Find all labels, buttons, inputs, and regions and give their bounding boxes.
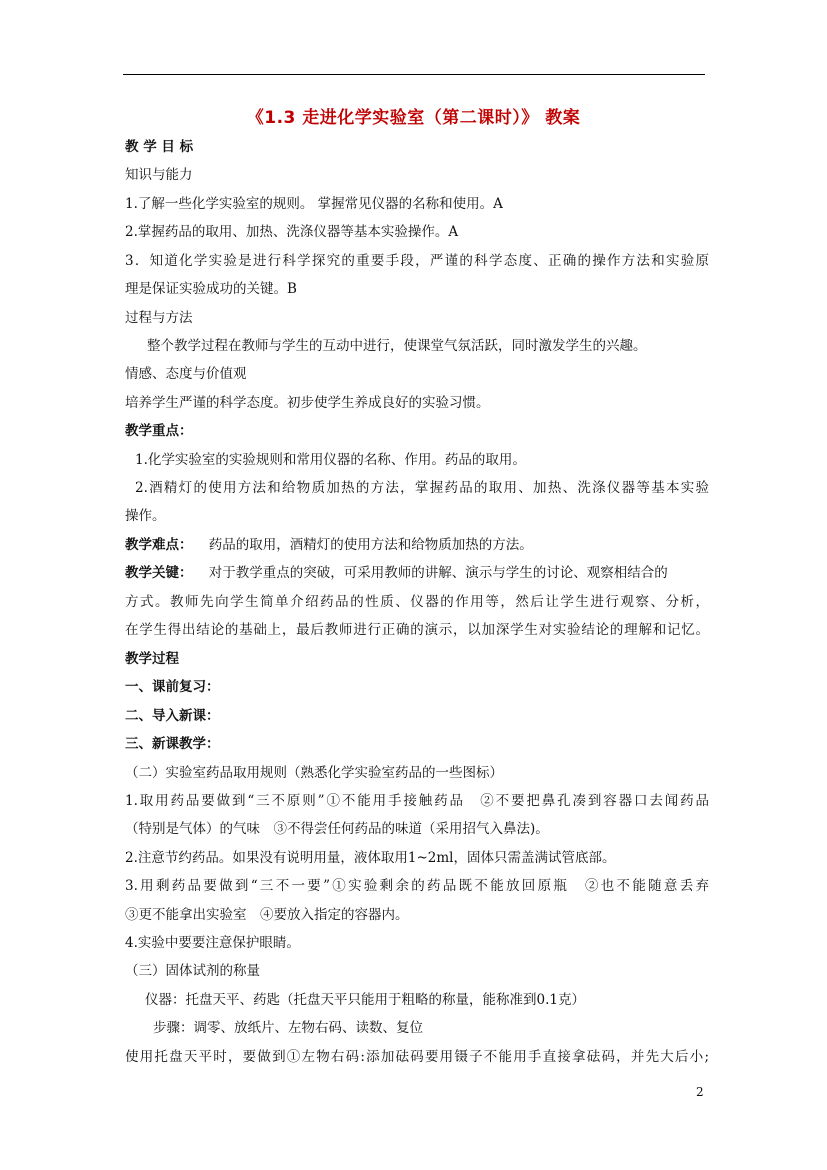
rule-1: 1.取用药品要做到“三不原则”①不能用手接触药品 ②不要把鼻孔凑到容器口去闻药品: [125, 793, 709, 809]
section-drug-rules: （二）实验室药品取用规则（熟悉化学实验室药品的一些图标）: [125, 765, 503, 781]
rule-1-cont: （特别是气体）的气味 ③不得尝任何药品的味道（采用招气入鼻法)。: [125, 821, 549, 837]
difficulty-line: [125, 535, 709, 555]
heading-key-points: 教学重点：: [125, 423, 193, 439]
header-rule: [123, 74, 705, 75]
difficulty-text: 药品的取用，酒精灯的使用方法和给物质加热的方法。: [208, 537, 533, 553]
heading-key: 教学关键：: [125, 565, 193, 581]
page-number: 2: [696, 1085, 704, 1099]
subheading-emotion-values: 情感、态度与价值观: [125, 366, 247, 382]
heading-review: 一、课前复习：: [125, 679, 220, 695]
rule-3-cont: ③更不能拿出实验室 ④要放入指定的容器内。: [125, 907, 409, 923]
section-weighing: （三）固体试剂的称量: [125, 963, 260, 979]
rule-3: 3.用剩药品要做到“三不一要”①实验剩余的药品既不能放回原瓶 ②也不能随意丢弃: [125, 878, 709, 894]
subheading-knowledge-ability: 知识与能力: [125, 167, 193, 183]
rule-2: 2.注意节约药品。如果没有说明用量，液体取用1~2ml，固体只需盖满试管底部。: [125, 850, 616, 866]
weighing-steps: 步骤：调零、放纸片、左物右码、读数、复位: [153, 1020, 423, 1036]
key-text-1: 对于教学重点的突破，可采用教师的讲解、演示与学生的讨论、观察相结合的: [208, 565, 668, 581]
heading-difficulty: 教学难点：: [125, 537, 193, 553]
key-point-2: 2.酒精灯的使用方法和给物质加热的方法，掌握药品的取用、加热、洗涤仪器等基本实验: [135, 480, 709, 496]
key-text-2: 方式。教师先向学生简单介绍药品的性质、仪器的作用等，然后让学生进行观察、分析，: [125, 594, 709, 610]
key-point-2-cont: 操作。: [125, 508, 166, 524]
weighing-usage: 使用托盘天平时，要做到①左物右码:添加砝码要用镊子不能用手直接拿砝码，并先大后小;: [125, 1049, 709, 1065]
objective-line-3-cont: 理是保证实验成功的关键。B: [125, 281, 297, 297]
objective-line-3: 3．知道化学实验是进行科学探究的重要手段，严谨的科学态度、正确的操作方法和实验原: [125, 253, 709, 269]
key-point-1: 1.化学实验室的实验规则和常用仪器的名称、作用。药品的取用。: [135, 452, 526, 468]
document-title: 《1.3 走进化学实验室（第二课时）》 教案: [246, 108, 581, 128]
key-text-3: 在学生得出结论的基础上，最后教师进行正确的演示，以加深学生对实验结论的理解和记忆。: [125, 622, 709, 638]
objective-line-2: 2.掌握药品的取用、加热、洗涤仪器等基本实验操作。A: [125, 224, 459, 240]
heading-new-lesson: 三、新课教学：: [125, 736, 220, 752]
objective-line-1: 1.了解一些化学实验室的规则。 掌握常见仪器的名称和使用。A: [125, 196, 503, 212]
heading-teaching-process: 教学过程: [125, 651, 179, 667]
weighing-instruments: 仪器：托盘天平、药匙（托盘天平只能用于粗略的称量，能称准到0.1克）: [145, 992, 585, 1008]
rule-4: 4.实验中要要注意保护眼睛。: [125, 935, 300, 951]
subheading-process-method: 过程与方法: [125, 310, 193, 326]
key-line: [125, 563, 709, 583]
emotion-text: 培养学生严谨的科学态度。初步使学生养成良好的实验习惯。: [125, 395, 490, 411]
process-text: 整个教学过程在教师与学生的互动中进行，使课堂气氛活跃，同时激发学生的兴趣。: [147, 338, 647, 354]
heading-intro: 二、导入新课：: [125, 708, 220, 724]
heading-teaching-objectives: 教 学 目 标: [125, 139, 194, 155]
